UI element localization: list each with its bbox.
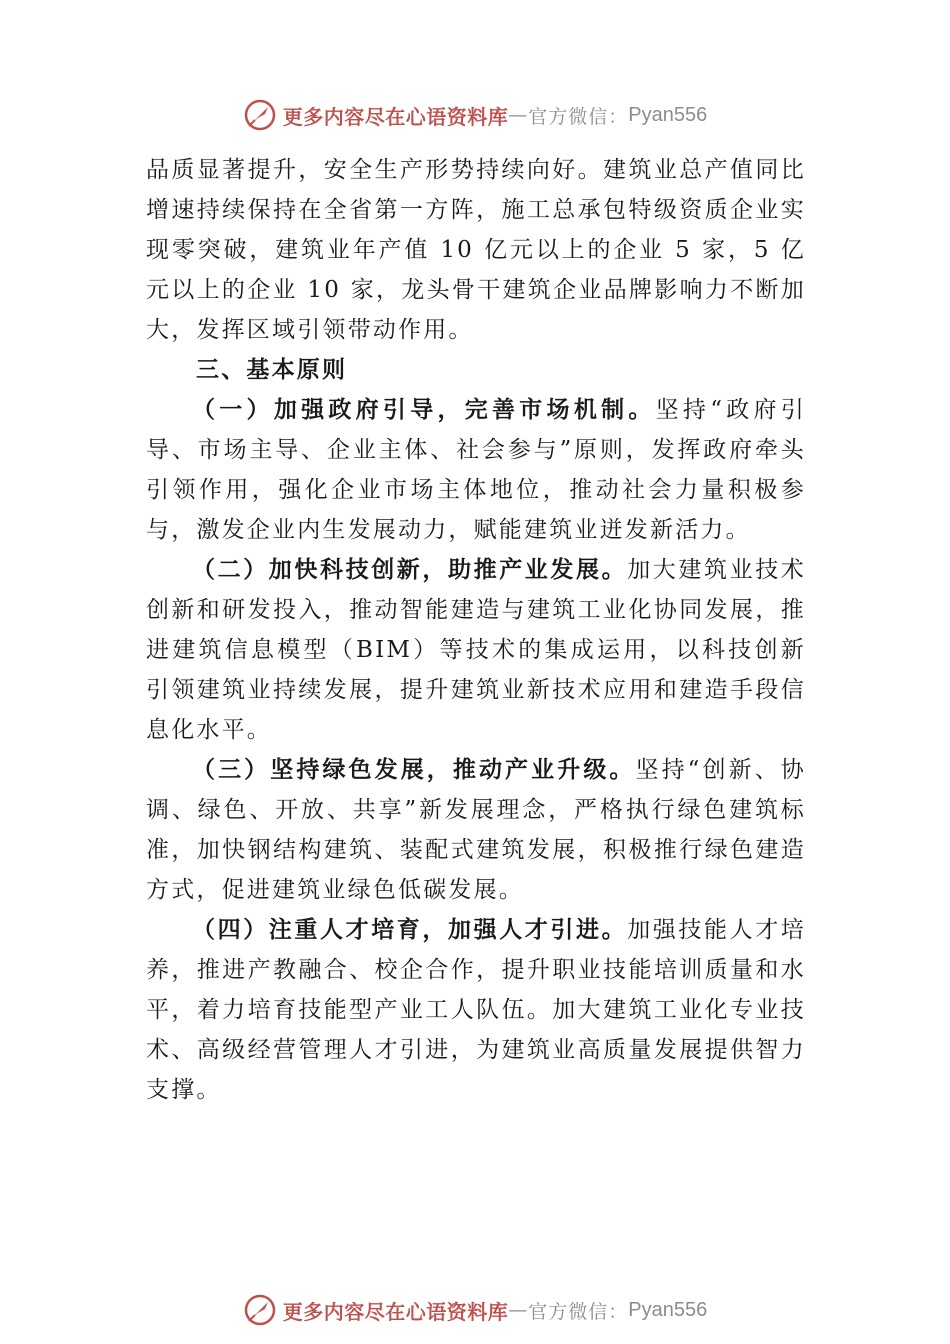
principle-4-body: 加强技能人才培养，推进产教融合、校企合作，提升职业技能培训质量和水平，着力培育技能型产业工人队伍。加大建筑工业化专业技术、高级经营管理人才引进，为建筑业高质量发展提供智力支撑。 (146, 917, 807, 1103)
quill-logo-icon (243, 98, 277, 132)
watermark-main-text: 更多内容尽在心语资料库 (282, 1299, 509, 1324)
principle-1-body: 坚持“政府引导、市场主导、企业主体、社会参与”原则，发挥政府牵头引领作用，强化企业市场主体地位，推动社会力量积极参与，激发企业内生发展动力，赋能建筑业迸发新活力。 (146, 397, 806, 543)
watermark-dash: — (508, 1299, 529, 1321)
principle-2-body: 加大建筑业技术创新和研发投入，推动智能建造与建筑工业化协同发展，推进建筑信息模型（BIM）等技术的集成运用，以科技创新引领建筑业持续发展，提升建筑业新技术应用和建造手段信息化水平。 (146, 557, 807, 743)
watermark-wechat-id: Pyan556 (628, 1298, 708, 1321)
watermark-wechat-label: 官方微信： (528, 1300, 629, 1323)
watermark-main-text: 更多内容尽在心语资料库 (282, 104, 509, 129)
watermark-dash: — (508, 104, 529, 126)
document-body (146, 150, 806, 1110)
principle-3-title: （三）坚持绿色发展，推动产业升级。 (192, 756, 636, 783)
header-watermark (0, 95, 950, 135)
paragraph-principle-2 (146, 550, 806, 750)
paragraph-principle-1 (146, 390, 806, 550)
quill-logo-icon (243, 1293, 277, 1327)
principle-2-title: （二）加快科技创新，助推产业发展。 (192, 556, 628, 583)
watermark-wechat-id: Pyan556 (628, 103, 708, 126)
paragraph-principle-3 (146, 750, 806, 910)
watermark-wechat-label: 官方微信： (528, 105, 629, 128)
principle-1-title: （一）加强政府引导，完善市场机制。 (192, 396, 656, 423)
footer-watermark (0, 1290, 950, 1330)
section-heading: 三、基本原则 (196, 357, 348, 383)
paragraph-principle-4 (146, 910, 806, 1110)
paragraph-intro: 品质显著提升，安全生产形势持续向好。建筑业总产值同比增速持续保持在全省第一方阵，施工总承包特级资质企业实现零突破，建筑业年产值 10 亿元以上的企业 5 家，5 亿元以上的企业 10 家，龙头骨干建筑企业品牌影响力不断加大，发挥区域引领带动作用。 (146, 157, 806, 343)
principle-3-body: 坚持“创新、协调、绿色、开放、共享”新发展理念，严格执行绿色建筑标准，加快钢结构建筑、装配式建筑发展，积极推行绿色建造方式，促进建筑业绿色低碳发展。 (146, 757, 806, 903)
principle-4-title: （四）注重人才培育，加强人才引进。 (192, 916, 628, 943)
